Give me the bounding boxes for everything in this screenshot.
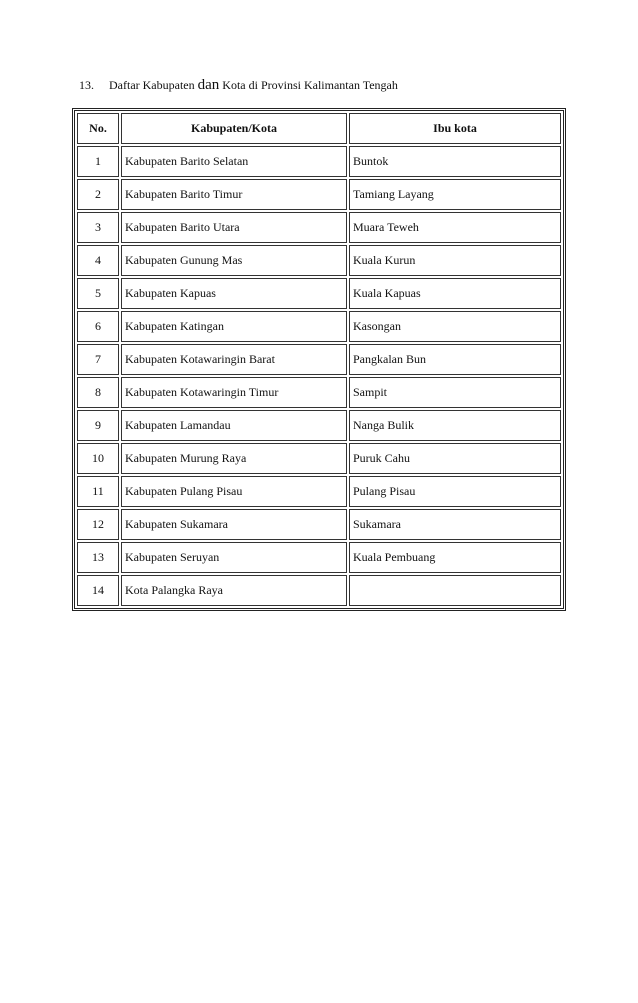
row-number: 3 [77,212,119,243]
heading-text-before: Daftar Kabupaten [109,78,198,92]
capital-name: Nanga Bulik [349,410,561,441]
row-number: 9 [77,410,119,441]
capital-name: Sukamara [349,509,561,540]
capital-name: Muara Teweh [349,212,561,243]
table-row [77,344,561,375]
table-row [77,245,561,276]
row-number: 2 [77,179,119,210]
section-number: 13. [79,78,94,92]
row-number: 6 [77,311,119,342]
regency-name: Kabupaten Pulang Pisau [121,476,347,507]
regency-name: Kota Palangka Raya [121,575,347,606]
capital-name: Buntok [349,146,561,177]
row-number: 5 [77,278,119,309]
regency-name: Kabupaten Kotawaringin Timur [121,377,347,408]
regency-name: Kabupaten Lamandau [121,410,347,441]
capital-name: Puruk Cahu [349,443,561,474]
table-row [77,575,561,606]
table-row [77,179,561,210]
regency-name: Kabupaten Sukamara [121,509,347,540]
capital-name: Sampit [349,377,561,408]
regency-name: Kabupaten Gunung Mas [121,245,347,276]
capital-name: Pulang Pisau [349,476,561,507]
row-number: 14 [77,575,119,606]
heading-text-mid: dan [197,77,220,93]
regency-name: Kabupaten Kotawaringin Barat [121,344,347,375]
row-number: 13 [77,542,119,573]
regency-name: Kabupaten Kapuas [121,278,347,309]
row-number: 12 [77,509,119,540]
capital-name: Kuala Kapuas [349,278,561,309]
row-number: 11 [77,476,119,507]
row-number: 4 [77,245,119,276]
table-row [77,311,561,342]
table-header-row [77,113,561,144]
regency-name: Kabupaten Barito Selatan [121,146,347,177]
header-ibu-kota: Ibu kota [349,113,561,144]
regency-name: Kabupaten Katingan [121,311,347,342]
heading-text-after: Kota di Provinsi Kalimantan Tengah [219,78,398,92]
capital-name [349,575,561,606]
capital-name: Pangkalan Bun [349,344,561,375]
section-heading [79,77,398,94]
table-row [77,542,561,573]
row-number: 8 [77,377,119,408]
table-row [77,509,561,540]
table-row [77,146,561,177]
regency-name: Kabupaten Barito Utara [121,212,347,243]
regency-table [72,108,566,611]
table-row [77,278,561,309]
row-number: 1 [77,146,119,177]
capital-name: Kasongan [349,311,561,342]
regency-name: Kabupaten Murung Raya [121,443,347,474]
table-row [77,410,561,441]
capital-name: Kuala Pembuang [349,542,561,573]
row-number: 7 [77,344,119,375]
table-row [77,377,561,408]
regency-name: Kabupaten Barito Timur [121,179,347,210]
header-no: No. [77,113,119,144]
table-row [77,443,561,474]
header-kabupaten-kota: Kabupaten/Kota [121,113,347,144]
capital-name: Kuala Kurun [349,245,561,276]
row-number: 10 [77,443,119,474]
table-row [77,476,561,507]
table-row [77,212,561,243]
capital-name: Tamiang Layang [349,179,561,210]
regency-name: Kabupaten Seruyan [121,542,347,573]
